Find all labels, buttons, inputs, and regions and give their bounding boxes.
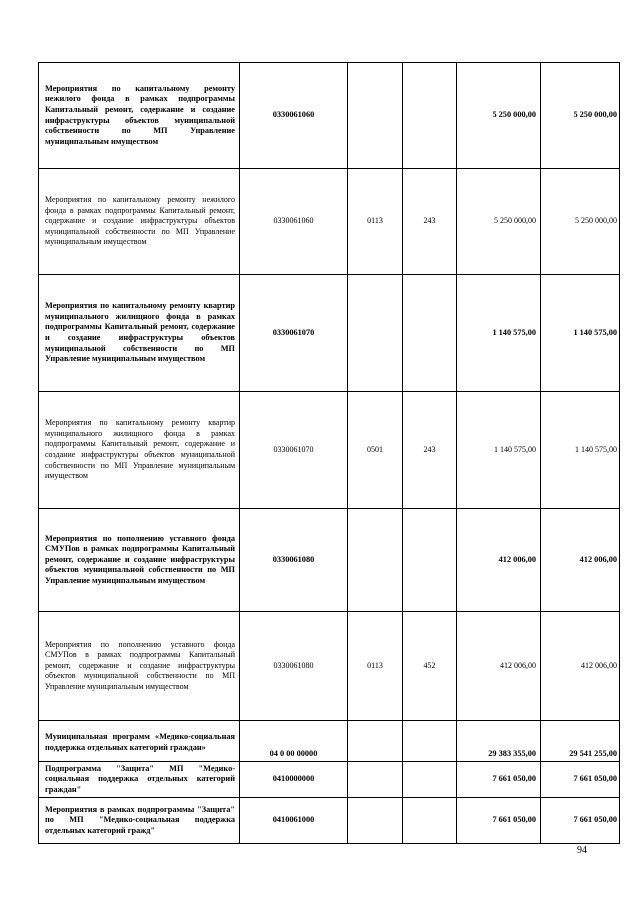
row-expense-type [403,275,457,392]
page-number: 94 [577,845,587,856]
row-section [348,798,403,844]
row-name: Мероприятия по капитальному ремонту нежилого фонда в рамках подпрограммы Капитальный ремонт, содержание и создание инфраструктуры объектов муниципальной собственности по МП Управление муниципальным имуществом [39,169,240,275]
row-name: Мероприятия по капитальному ремонту квартир муниципального жилищного фонда в рамках подпрограммы Капитальный ремонт, содержание и создание инфраструктуры объектов муниципальной собственности по МП Управление муниципальным имуществом [39,392,240,509]
row-sum-1: 5 250 000,00 [457,63,541,169]
row-expense-type: 243 [403,169,457,275]
row-section [348,721,403,762]
row-sum-2: 7 661 050,00 [541,798,620,844]
row-target-code: 0330061060 [240,169,348,275]
table-row [39,169,620,275]
row-section [348,762,403,798]
row-sum-1: 7 661 050,00 [457,798,541,844]
row-sum-2: 5 250 000,00 [541,63,620,169]
row-name: Мероприятия по пополнению уставного фонда СМУПов в рамках подпрограммы Капитальный ремонт, содержание и создание инфраструктуры объектов муниципальной собственности по МП Управление муниципальным имуществом [39,612,240,721]
row-name: Подпрограмма "Защита" МП "Медико-социальная поддержка отдельных категорий граждан" [39,762,240,798]
row-expense-type [403,509,457,612]
row-expense-type [403,721,457,762]
row-target-code: 0330061070 [240,275,348,392]
row-target-code: 0330061080 [240,612,348,721]
row-sum-2: 412 006,00 [541,612,620,721]
row-target-code: 04 0 00 00000 [240,721,348,762]
budget-table [38,62,620,844]
row-name: Муниципальная программ «Медико-социальная поддержка отдельных категорий граждан» [39,721,240,762]
row-name: Мероприятия по капитальному ремонту квартир муниципального жилищного фонда в рамках подпрограммы Капитальный ремонт, содержание и создание инфраструктуры объектов муниципальной собственности по МП Управление муниципальным имуществом [39,275,240,392]
row-name: Мероприятия по капитальному ремонту нежилого фонда в рамках подпрограммы Капитальный ремонт, содержание и создание инфраструктуры объектов муниципальной собственности по МП Управление муниципальным имуществом [39,63,240,169]
row-section: 0113 [348,612,403,721]
row-sum-2: 5 250 000,00 [541,169,620,275]
row-sum-1: 5 250 000,00 [457,169,541,275]
row-sum-1: 7 661 050,00 [457,762,541,798]
row-section: 0113 [348,169,403,275]
row-target-code: 0330061080 [240,509,348,612]
row-sum-1: 29 383 355,00 [457,721,541,762]
row-expense-type: 243 [403,392,457,509]
row-expense-type [403,63,457,169]
table-row [39,798,620,844]
row-sum-1: 412 006,00 [457,612,541,721]
row-section [348,63,403,169]
table-row [39,63,620,169]
row-expense-type [403,762,457,798]
row-expense-type: 452 [403,612,457,721]
table-row [39,275,620,392]
row-sum-1: 1 140 575,00 [457,392,541,509]
row-target-code: 0330061060 [240,63,348,169]
row-target-code: 0410061000 [240,798,348,844]
row-sum-2: 412 006,00 [541,509,620,612]
row-name: Мероприятия в рамках подпрограммы "Защита" по МП "Медико-социальная поддержка отдельных категорий гражд" [39,798,240,844]
row-sum-2: 1 140 575,00 [541,392,620,509]
row-section [348,275,403,392]
row-sum-2: 1 140 575,00 [541,275,620,392]
row-sum-2: 7 661 050,00 [541,762,620,798]
row-sum-1: 1 140 575,00 [457,275,541,392]
row-section [348,509,403,612]
row-sum-2: 29 541 255,00 [541,721,620,762]
table-row [39,721,620,762]
row-expense-type [403,798,457,844]
row-section: 0501 [348,392,403,509]
row-name: Мероприятия по пополнению уставного фонда СМУПов в рамках подпрограммы Капитальный ремонт, содержание и создание инфраструктуры объектов муниципальной собственности по МП Управление муниципальным имуществом [39,509,240,612]
table-row [39,612,620,721]
table-row [39,762,620,798]
row-target-code: 0410000000 [240,762,348,798]
row-target-code: 0330061070 [240,392,348,509]
row-sum-1: 412 006,00 [457,509,541,612]
table-row [39,392,620,509]
table-row [39,509,620,612]
